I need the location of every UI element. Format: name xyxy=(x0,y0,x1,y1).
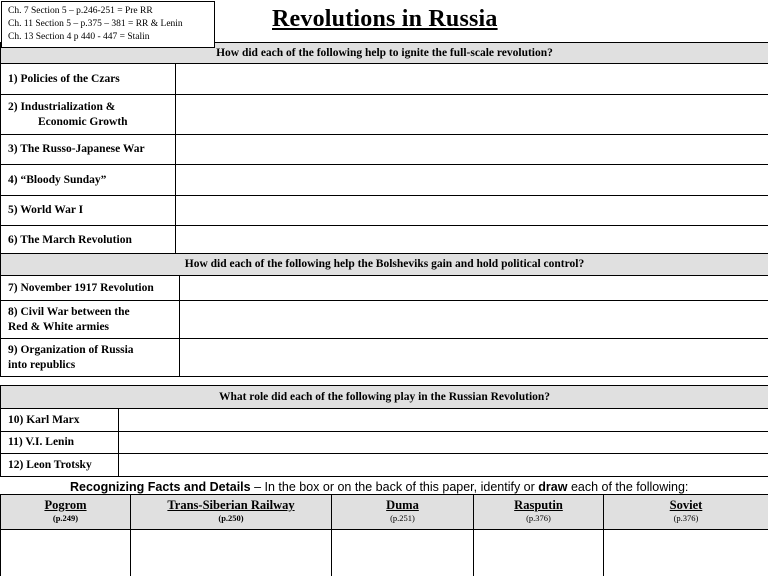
answer-box[interactable] xyxy=(474,530,604,576)
item-label xyxy=(1,339,180,377)
item-label: 7) November 1917 Revolution xyxy=(1,276,180,301)
answer-cell[interactable] xyxy=(176,165,768,196)
item-label-line: 9) Organization of Russia xyxy=(8,343,134,356)
reference-line-2: Ch. 11 Section 5 – p.375 – 381 = RR & Lenin xyxy=(8,19,183,29)
answer-cell[interactable] xyxy=(180,276,768,301)
facts-heading-text: each of the following: xyxy=(567,480,689,494)
term-page: (p.250) xyxy=(218,513,244,523)
revolution-roles-table xyxy=(0,385,768,477)
answer-box[interactable] xyxy=(604,530,768,576)
facts-heading-bold: Recognizing Facts and Details xyxy=(70,480,251,494)
section-1-question: How did each of the following help to ignite the full-scale revolution? xyxy=(1,43,768,64)
item-label: 1) Policies of the Czars xyxy=(1,64,176,95)
answer-cell[interactable] xyxy=(180,339,768,377)
term-pogrom xyxy=(1,495,131,530)
reference-line-3: Ch. 13 Section 4 p 440 - 447 = Stalin xyxy=(8,32,150,42)
revolution-causes-table xyxy=(0,42,768,255)
facts-heading-draw: draw xyxy=(538,480,568,494)
facts-heading-text: – In the box or on the back of this paper, identify or xyxy=(250,480,539,494)
term-label: Rasputin xyxy=(514,498,563,512)
item-label: 11) V.I. Lenin xyxy=(1,432,119,454)
term-duma xyxy=(332,495,474,530)
item-label xyxy=(1,95,176,135)
item-label: 5) World War I xyxy=(1,196,176,226)
term-label: Trans-Siberian Railway xyxy=(167,498,295,512)
term-rasputin xyxy=(474,495,604,530)
term-label: Pogrom xyxy=(44,498,87,512)
reference-line-1: Ch. 7 Section 5 – p.246-251 = Pre RR xyxy=(8,6,153,16)
term-page: (p.251) xyxy=(390,513,415,523)
answer-cell[interactable] xyxy=(176,226,768,255)
answer-box[interactable] xyxy=(131,530,332,576)
term-label: Soviet xyxy=(669,498,703,512)
term-soviet xyxy=(604,495,768,530)
bolshevik-control-table xyxy=(0,253,768,377)
item-label: 4) “Bloody Sunday” xyxy=(1,165,176,196)
answer-cell[interactable] xyxy=(180,301,768,339)
facts-details-table xyxy=(0,494,768,576)
answer-cell[interactable] xyxy=(176,135,768,165)
term-label: Duma xyxy=(386,498,419,512)
page-title: Revolutions in Russia xyxy=(272,6,498,32)
item-label: 10) Karl Marx xyxy=(1,409,119,432)
section-3-question: What role did each of the following play in the Russian Revolution? xyxy=(1,386,768,409)
answer-cell[interactable] xyxy=(119,454,768,477)
answer-cell[interactable] xyxy=(176,95,768,135)
facts-instructions xyxy=(70,480,688,494)
item-label: 6) The March Revolution xyxy=(1,226,176,255)
item-label-line: into republics xyxy=(8,358,76,371)
item-label-line: 2) Industrialization & xyxy=(8,100,116,113)
answer-box[interactable] xyxy=(1,530,131,576)
answer-box[interactable] xyxy=(332,530,474,576)
section-2-question: How did each of the following help the Bolsheviks gain and hold political control? xyxy=(1,254,768,276)
term-trans-siberian-railway xyxy=(131,495,332,530)
item-label-line: 8) Civil War between the xyxy=(8,305,130,318)
item-label-line: Red & White armies xyxy=(8,320,110,333)
item-label: 12) Leon Trotsky xyxy=(1,454,119,477)
item-label: 3) The Russo-Japanese War xyxy=(1,135,176,165)
term-page: (p.376) xyxy=(673,513,699,523)
item-label-line: Economic Growth xyxy=(38,115,128,128)
term-page: (p.249) xyxy=(52,513,79,523)
term-page: (p.376) xyxy=(526,513,551,523)
answer-cell[interactable] xyxy=(119,409,768,432)
answer-cell[interactable] xyxy=(176,196,768,226)
answer-cell[interactable] xyxy=(119,432,768,454)
chapter-reference-box xyxy=(1,1,215,48)
item-label xyxy=(1,301,180,339)
answer-cell[interactable] xyxy=(176,64,768,95)
